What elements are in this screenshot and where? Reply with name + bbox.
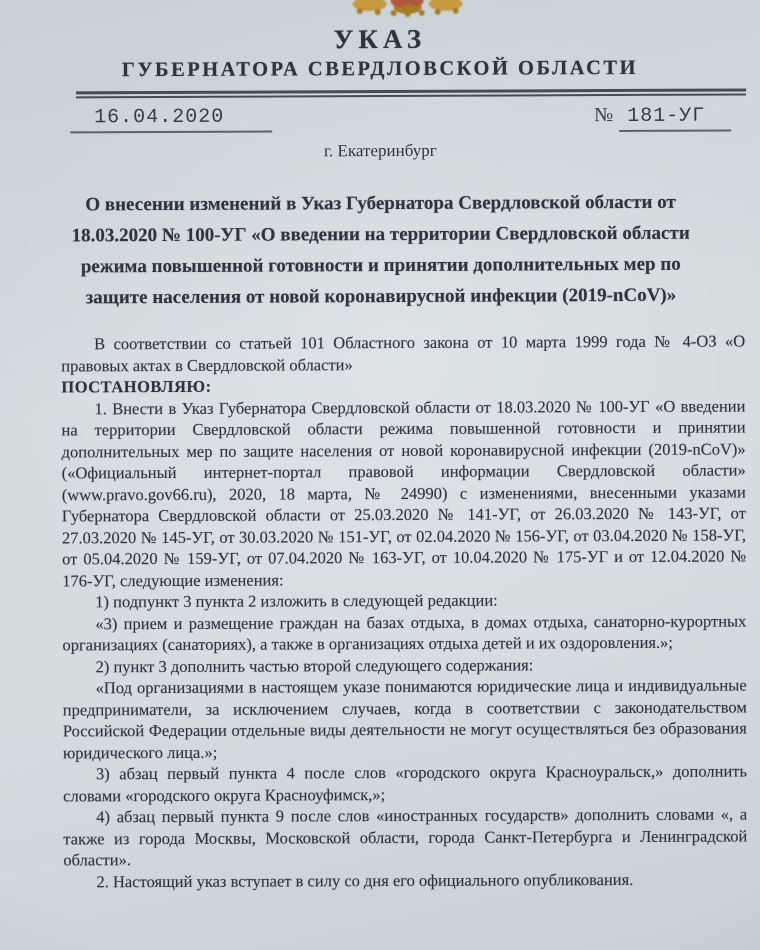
paragraph-preamble: В соответствии со статьей 101 Областного закона от 10 марта 1999 года № 4-ОЗ «О правовых актах в Свердловской области» (61, 331, 746, 376)
paragraph-subclause-4: 4) абзац первый пункта 9 после слов «иностранных государств» дополнить словами «, а также из города Москвы, Московской области, города Санкт-Петербурга и Ленинградской области». (63, 804, 748, 870)
number-field (594, 104, 731, 133)
paragraph-subclause-3: 3) абзац первый пункта 4 после слов «городского округа Красноуральск,» дополнить словами «городского округа Красноуфимск,»; (63, 761, 748, 806)
paragraph-resolve-heading: ПОСТАНОВЛЯЮ: (61, 377, 212, 397)
paragraph-subclause-2-text: «Под организациями в настоящем указе понимаются юридические лица и индивидуальные предприниматели, за исключением случаев, когда в соответствии с законодательством Российской Федерации отдельные виды деятельности не могут осуществляться без образования юридического лица.»; (62, 675, 747, 763)
number-sign: № (594, 104, 614, 127)
paragraph-subclause-1: 1) подпункт 3 пункта 2 изложить в следующей редакции: (95, 590, 498, 612)
document-number: 181-УГ (619, 105, 731, 132)
document-type-heading: УКАЗ (333, 23, 427, 55)
date-number-row (0, 101, 760, 140)
paragraph-clause-2: 2. Настоящий указ вступает в силу со дня его официального опубликования. (96, 869, 634, 892)
coat-of-arms-icon (350, 0, 466, 19)
paragraph-clause-1: 1. Внести в Указ Губернатора Свердловской области от 18.03.2020 № 100-УГ «О введении на территории Свердловской области режима повышенной готовности и принятии дополнительных мер по защите населения от новой коронавирусной инфекции (2019-nCoV)» («Официальный интернет-портал правовой информации Свердловской области» (www.pravo.gov66.ru), 2020, 18 марта, № 24990) с изменениями, внесенными указами Губернатора Свердловской области от 25.03.2020 № 141-УГ, от 26.03.2020 № 143-УГ, от 27.03.2020 № 145-УГ, от 30.03.2020 № 151-УГ, от 02.04.2020 № 156-УГ, от 03.04.2020 № 158-УГ, от 05.04.2020 № 159-УГ, от 07.04.2020 № 163-УГ, от 10.04.2020 № 175-УГ и от 12.04.2020 № 176-УГ, следующие изменения: (61, 396, 747, 591)
city-line: г. Екатеринбург (323, 141, 437, 161)
header-divider (76, 89, 746, 99)
document-title: О внесении изменений в Указ Губернатора Свердловской области от 18.03.2020 № 100-УГ «О введении на территории Свердловской области режима повышенной готовности и принятии дополнительных мер по защите населения от новой коронавирусной инфекции (2019-nCoV)» (71, 192, 690, 309)
paragraph-subclause-1-text: «3) прием и размещение граждан на базах отдыха, в домах отдыха, санаторно-курортных организациях (санаториях), а также в организациях отдыха детей и их оздоровления.»; (62, 611, 747, 655)
issuer-heading: ГУБЕРНАТОРА СВЕРДЛОВСКОЙ ОБЛАСТИ (121, 56, 639, 81)
paragraph-subclause-2: 2) пункт 3 дополнить частью второй следующего содержания: (95, 655, 534, 677)
date-field: 16.04.2020 (70, 106, 272, 134)
document-body (61, 331, 747, 893)
